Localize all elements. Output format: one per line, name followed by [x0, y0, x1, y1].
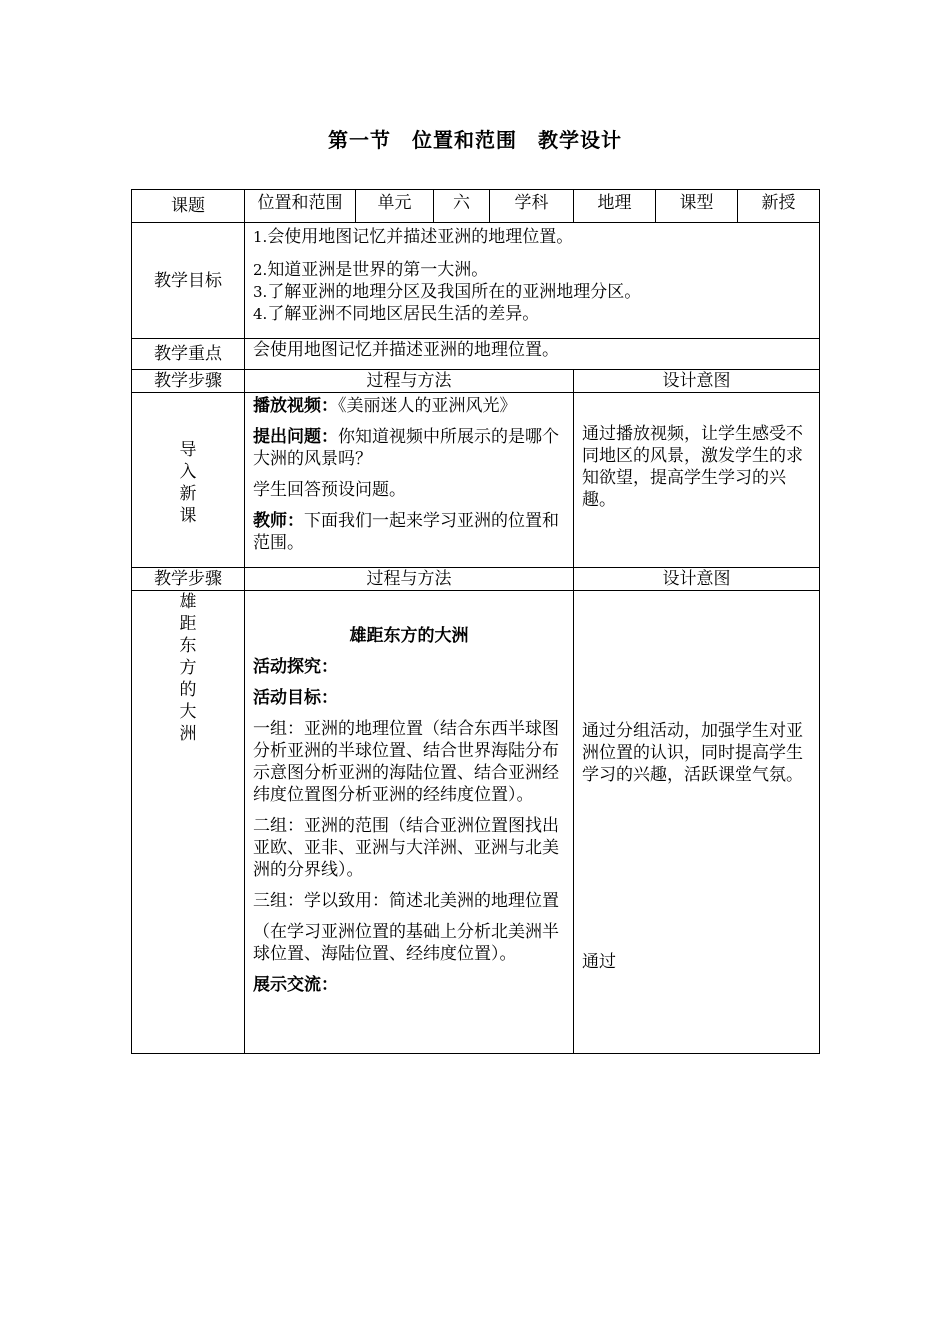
column-header-row: [132, 370, 820, 393]
section-main-row: [132, 591, 820, 1054]
group3-paragraph: 三组：学以致用：简述北美洲的地理位置: [253, 891, 559, 911]
section-intro-row: [132, 393, 820, 568]
explore-label: 活动探究：: [253, 657, 338, 677]
main-intent-text: 通过分组活动，加强学生对亚洲位置的认识，同时提高学生学习的兴趣，活跃课堂气氛。: [582, 721, 803, 785]
question-paragraph: 提出问题：你知道视频中所展示的是哪个大洲的风景吗？: [253, 427, 559, 469]
intro-process: [245, 393, 574, 568]
key-point-row: [132, 339, 820, 370]
type-value: 新授: [738, 190, 820, 223]
goal-item: 4.了解亚洲不同地区居民生活的差异。: [253, 304, 540, 324]
group1-paragraph: 一组：亚洲的地理位置（结合东西半球图分析亚洲的半球位置、结合世界海陆分布示意图分析亚洲的海陆位置、结合亚洲经纬度位置图分析亚洲的经纬度位置）。: [253, 719, 559, 805]
topic-value: 位置和范围: [245, 190, 356, 223]
goal-item: 1.会使用地图记忆并描述亚洲的地理位置。: [253, 227, 574, 247]
unit-label: 单元: [356, 190, 434, 223]
steps-header: 教学步骤: [132, 568, 245, 591]
goal-item: 3.了解亚洲的地理分区及我国所在的亚洲地理分区。: [253, 282, 642, 302]
activity-goal-label: 活动目标：: [253, 688, 338, 708]
steps-header: 教学步骤: [132, 370, 245, 393]
exchange-label: 展示交流：: [253, 975, 338, 995]
goal-item: 2.知道亚洲是世界的第一大洲。: [253, 260, 489, 280]
video-paragraph: 播放视频：《美丽迷人的亚洲风光》: [253, 396, 517, 416]
answer-paragraph: 学生回答预设问题。: [253, 480, 406, 500]
intent-header: 设计意图: [574, 568, 820, 591]
main-intent-text-2: 通过: [582, 952, 616, 972]
process-header: 过程与方法: [245, 370, 574, 393]
process-header: 过程与方法: [245, 568, 574, 591]
goals-label: 教学目标: [132, 223, 245, 339]
goals-list: [245, 223, 820, 339]
type-label: 课型: [656, 190, 738, 223]
header-row: [132, 190, 820, 223]
group2-paragraph: 二组：亚洲的范围（结合亚洲位置图找出亚欧、亚非、亚洲与大洋洲、亚洲与北美洲的分界线）。: [253, 816, 559, 880]
lesson-plan-table: [131, 189, 820, 1054]
intro-intent: 通过播放视频，让学生感受不同地区的风景，激发学生的求知欲望，提高学生学习的兴趣。: [574, 393, 820, 568]
main-intent: [574, 591, 820, 1054]
main-step-label: 雄距东方的大洲: [132, 591, 245, 1054]
intro-step-label: 导入新课: [132, 393, 245, 568]
column-header-row: [132, 568, 820, 591]
subject-value: 地理: [574, 190, 656, 223]
subject-label: 学科: [490, 190, 574, 223]
topic-label: 课题: [132, 190, 245, 223]
section-heading: 雄距东方的大洲: [349, 626, 469, 646]
group3-note: （在学习亚洲位置的基础上分析北美洲半球位置、海陆位置、经纬度位置）。: [253, 922, 559, 964]
key-point-text: 会使用地图记忆并描述亚洲的地理位置。: [245, 339, 820, 370]
page-title: 第一节 位置和范围 教学设计: [328, 128, 622, 152]
goals-row: [132, 223, 820, 339]
main-process: [245, 591, 574, 1054]
unit-value: 六: [434, 190, 490, 223]
teacher-paragraph: 教师：下面我们一起来学习亚洲的位置和范围。: [253, 511, 559, 553]
intent-header: 设计意图: [574, 370, 820, 393]
key-point-label: 教学重点: [132, 339, 245, 370]
